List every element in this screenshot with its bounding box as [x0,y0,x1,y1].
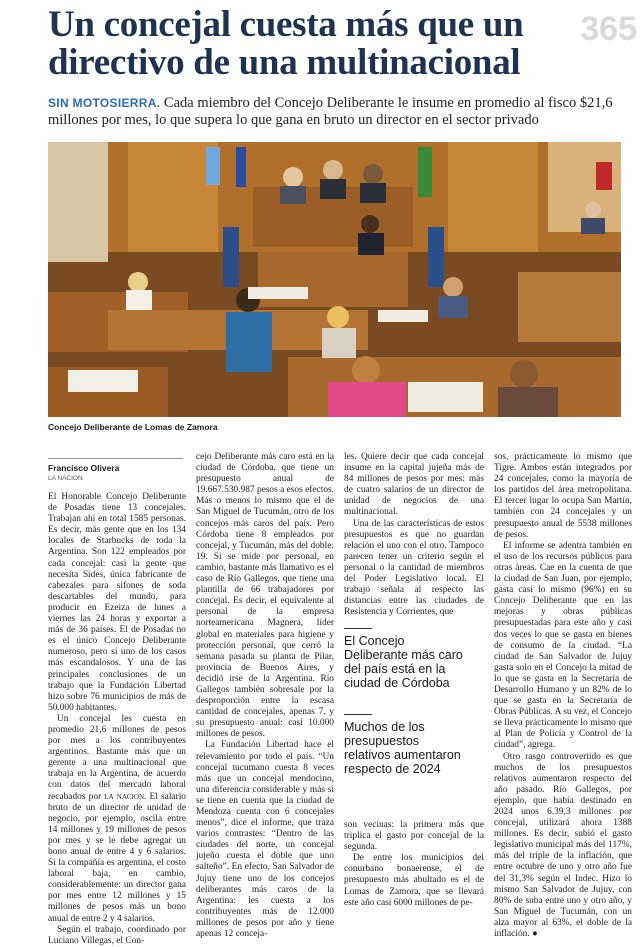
paragraph: De entre los municipios del conurbano bonaerense, el de presupuesto más abultado es el de Lomas de Zamora, que se llevará este año casi 6000 millones de pe- [344,853,484,908]
article-column-4 [494,452,632,940]
paragraph: son vecinas: la primera más que triplica el gasto por concejal de la segunda. [344,820,484,853]
paragraph: Otro rasgo controvertido es que muchos de los presupuestos relativos aumentaron respecto del año pasado. Río Gallegos, por ejemplo, que había destinado en 2024 unos 6.39,3 millones por concejal, utilizará ahora 1388 millones. Es decir, subió el gasto legislativo municipal más del 117%, más del triple de la inflación, que entre octubre de uno y otro año fue del 31,3% según el Indec. Hizo lo mismo San Salvador de Jujuy, con 80% de suba entre uno y otro año, y San Miguel de Tucumán, con un alza mayor al 63%, el doble de la inflación. ● [494,751,632,940]
photo-caption: Concejo Deliberante de Lomas de Zamora [48,422,218,432]
subhead-kicker: SIN MOTOSIERRA. [48,96,161,110]
paragraph-text: El salario bruto de un director de unidad de negocio, por ejemplo, oscila entre 14 millones y 19 millones de pesos por mes y se le debe agregar un bono anual de entre 4 y 6 salarios. Si la compañía es argentina, el costo laboral baja, en cambio, considerablemente: un director gana por mes entre 12 millones y 15 millones de pesos más un bono anual de entre 2 y 4 salarios. [48,791,186,924]
paragraph-text: Un concejal les cuesta en promedio 21,6 millones de pesos por mes a los contribuyentes argentinos. Bastante más que un gerente a una multinacional que trabaja en la Argentina, de acuerdo con datos del mercado laboral recabados por [48,713,186,802]
byline-author: Francisco Olivera [48,463,120,473]
paragraph [48,714,186,925]
subhead-text: Cada miembro del Concejo Deliberante le insume en promedio al fisco $21,6 millones por mes, lo que supera lo que gana en bruto un director en el sector privado [48,95,613,128]
council-photo [48,142,621,417]
paragraph: El informe se adentra también en el uso de los recursos públicos para otras áreas. Cae en la cuenta de que la ciudad de San Juan, por ejemplo, gasta casi lo mismo (96%) en su Concejo Deliberante que en las mejoras y obras públicas presupuestadas para este año y casi dos veces lo que se gasta en bienes de consumo de la ciudad. “La ciudad de San Salvador de Jujuy gasta solo en el Concejo la mitad de lo que se gasta en la Secretaría de Desarrollo Humano y un 82% de lo que se gasta en la Secretaría de Obras Públicas. A su vez, el Concejo se lleva prácticamente lo mismo que al Plan de Policía y Control de la ciudad”, agrega. [494,540,632,751]
byline-org: LA NACION [48,475,83,482]
byline [48,458,183,482]
article-column-3-continued [344,820,484,909]
council-chamber-illustration [48,142,621,417]
paragraph: cejo Deliberante más caro está en la ciudad de Córdoba, que tiene un presupuesto anual de 19.667.530.987 pesos a esos efectos. Más o menos lo mismo que el de San Miguel de Tucumán, otro de los concejos más caros del país. Pero Córdoba tiene 8 empleados por concejal, y Tucumán, más del doble: 19. Si se mide por personal, en cambio, bastante más llamativo es el caso de Río Gallegos, que tiene una plantilla de 66 trabajadores por concejal. Es decir, el equivalente al personal de la empresa norteamericana Magnera, líder global en materiales para higiene y protección personal, que cerró la semana pasada su planta de Pilar, provincia de Buenos Aires, y decidió irse de la Argentina. Río Gallegos también sobresale por la desproporción entre la escasa cantidad de concejales, apenas 7, y su presupuesto anual: casi 10.000 millones de pesos. [196,452,334,740]
article-column-3 [344,452,484,618]
paragraph: Según el trabajo, coordinado por Luciano Villegas, el Con- [48,924,186,946]
paragraph: Una de las características de estos presupuestos es que no guardan relación el uno con el otro. Tampoco parecen tener un criterio según el personal o la cantidad de miembros del Poder Legislativo local. El trabajo señala al respecto las distancias entre las ciudades de Resistencia y Corrientes, que [344,518,484,618]
subhead [48,95,633,129]
paragraph: sos, prácticamente lo mismo que Tigre. Ambos están integrados por 24 concejales, como la mayoría de los partidos del área metropolitana. El tercer lugar lo ocupa San Martín, también con 24 concejales y un presupuesto anual de 5538 millones de pesos. [494,452,632,540]
pull-quote-1: El Concejo Deliberante más caro del país está en la ciudad de Córdoba [344,628,464,690]
pull-quote-2: Muchos de los presupuestos relativos aumentaron respecto de 2024 [344,714,464,776]
article-column-2 [196,452,334,940]
watermark: 365 [580,10,637,48]
paragraph: les. Quiere decir que cada concejal insume en la capital jujeña más de 84 millones de pesos por mes: más de cuatro salarios de un director de unidad de negocios de una multinacional. [344,452,484,518]
headline: Un concejal cuesta más que un directivo de una multinacional [48,4,524,83]
source-smallcaps: la nacion. [104,791,147,802]
article-column-1 [48,492,186,947]
paragraph: La Fundación Libertad hace el relevamiento por todo el país. “Un concejal tucumano cuesta 8 veces más que un concejal mendocino, una diferencia considerable y más si se tiene en cuenta que la ciudad de Mendoza cuenta con 6 concejales menos”, dice el informe, que traza varios contrastes: “Dentro de las ciudades del norte, un concejal jujeño cuesta el doble que uno salteño”. En efecto, San Salvador de Jujuy tiene uno de los concejos deliberantes más caros de la Argentina: les cuesta a los contribuyentes más de 12.000 millones de pesos por año y tiene apenas 12 conceja- [196,740,334,940]
paragraph: El Honorable Concejo Deliberante de Posadas tiene 13 concejales. Trabajan ahí en total 1585 personas. Es decir, más gente que en los 134 locales de Starbucks de toda la Argentina. Son 122 empleados por cada concejal: casi la gente que necesita Sides, única fabricante de cabezales para sifones de soda descartables del mundo, para producir en Ezeiza de lunes a viernes las 24 horas y exportar a más de 36 países. El de Posadas no es el único Concejo Deliberante numeroso, pero sí uno de los casos más escandalosos. Y una de las principales conclusiones de un trabajo que la Fundación Libertad hizo sobre 76 municipios de más de 50.000 habitantes. [48,492,186,713]
